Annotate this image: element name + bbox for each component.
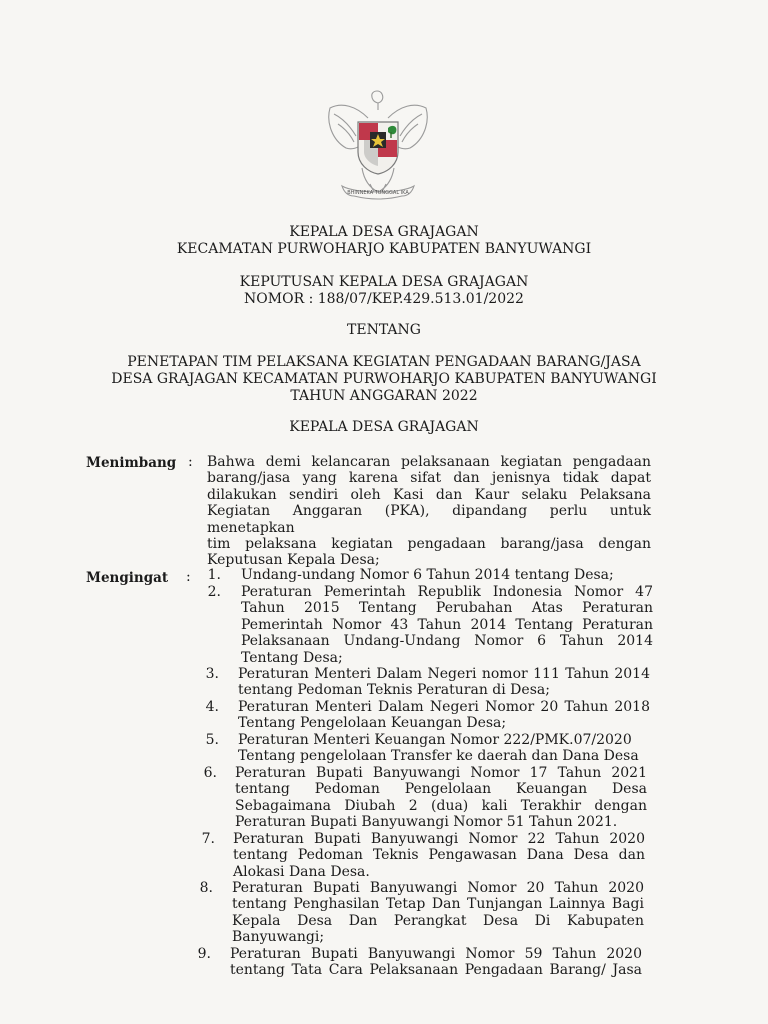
item-line: Peraturan Bupati Banyuwangi Nomor 20 Tahun 2020 bbox=[232, 880, 644, 896]
authority-heading: KEPALA DESA GRAJAGAN bbox=[289, 419, 479, 435]
subject-line-3: TAHUN ANGGARAN 2022 bbox=[290, 388, 478, 404]
item-line: Peraturan Menteri Keuangan Nomor 222/PMK.07/2020 bbox=[238, 732, 632, 748]
item-number: 3. bbox=[205, 666, 219, 682]
menimbang-line: Keputusan Kepala Desa; bbox=[207, 552, 380, 569]
item-line: Tentang Desa; bbox=[241, 649, 343, 666]
item-number: 6. bbox=[203, 765, 217, 781]
item-number: 2. bbox=[207, 584, 221, 600]
decree-heading bbox=[0, 274, 768, 308]
item-line: Alokasi Dana Desa. bbox=[233, 863, 370, 880]
item-line: tentang Penghasilan Tetap Dan Tunjangan Lainnya Bagi bbox=[232, 896, 644, 913]
item-line: tentang Pedoman Teknis Pengawasan Dana Desa dan bbox=[233, 847, 645, 864]
issuer-title: KEPALA DESA GRAJAGAN bbox=[289, 224, 479, 240]
menimbang-line: Kegiatan Anggaran (PKA), dipandang perlu untuk menetapkan bbox=[207, 503, 651, 536]
item-line: Peraturan Bupati Banyuwangi Nomor 59 Tahun 2020 bbox=[230, 946, 642, 962]
menimbang-line: tim pelaksana kegiatan pengadaan barang/jasa dengan bbox=[207, 536, 651, 553]
item-line: Tahun 2015 Tentang Perubahan Atas Peraturan bbox=[241, 600, 653, 617]
item-line: Peraturan Menteri Dalam Negeri nomor 111 Tahun 2014 bbox=[238, 666, 650, 682]
item-line: Pelaksanaan Undang-Undang Nomor 6 Tahun 2014 bbox=[241, 633, 653, 650]
item-line: Undang-undang Nomor 6 Tahun 2014 tentang Desa; bbox=[241, 567, 614, 583]
item-number: 9. bbox=[197, 946, 211, 962]
item-line: Pemerintah Nomor 43 Tahun 2014 Tentang Peraturan bbox=[241, 616, 653, 633]
item-line: Peraturan Menteri Dalam Negeri Nomor 20 Tahun 2018 bbox=[238, 699, 650, 715]
item-line: Kepala Desa Dan Perangkat Desa Di Kabupaten bbox=[232, 912, 644, 929]
item-line: Sebagaimana Diubah 2 (dua) kali Terakhir dengan bbox=[235, 797, 647, 814]
decree-title: KEPUTUSAN KEPALA DESA GRAJAGAN bbox=[239, 274, 529, 290]
issuer-heading bbox=[0, 224, 768, 258]
menimbang-label: Menimbang bbox=[86, 455, 177, 471]
item-line: Peraturan Bupati Banyuwangi Nomor 22 Tahun 2020 bbox=[233, 831, 645, 847]
menimbang-colon: : bbox=[188, 454, 193, 470]
item-line: tentang Pedoman Teknis Peraturan di Desa; bbox=[238, 682, 550, 699]
item-line: Tentang Pengelolaan Keuangan Desa; bbox=[238, 715, 507, 732]
menimbang-paragraph bbox=[207, 454, 651, 569]
mengingat-label: Mengingat bbox=[86, 570, 169, 586]
garuda-emblem-icon bbox=[312, 88, 444, 214]
item-line: tentang Tata Cara Pelaksanaan Pengadaan Barang/ Jasa bbox=[230, 962, 642, 979]
svg-text:BHINNEKA TUNGGAL IKA: BHINNEKA TUNGGAL IKA bbox=[347, 190, 409, 196]
item-line: Peraturan Bupati Banyuwangi Nomor 51 Tahun 2021. bbox=[235, 814, 618, 831]
item-line: Tentang pengelolaan Transfer ke daerah dan Dana Desa bbox=[238, 748, 639, 765]
item-number: 5. bbox=[205, 732, 219, 748]
item-number: 7. bbox=[201, 831, 215, 847]
menimbang-line: dilakukan sendiri oleh Kasi dan Kaur selaku Pelaksana bbox=[207, 486, 651, 503]
menimbang-line: barang/jasa yang karena sifat dan jenisnya tidak dapat bbox=[207, 470, 651, 487]
item-number: 8. bbox=[199, 880, 213, 896]
tentang-label: TENTANG bbox=[347, 322, 421, 338]
item-number: 1. bbox=[207, 567, 221, 583]
item-line: tentang Pedoman Pengelolaan Keuangan Desa bbox=[235, 781, 647, 798]
issuer-region: KECAMATAN PURWOHARJO KABUPATEN BANYUWANGI bbox=[176, 241, 592, 257]
subject-line-2: DESA GRAJAGAN KECAMATAN PURWOHARJO KABUPATEN BANYUWANGI bbox=[111, 371, 657, 387]
item-line: Banyuwangi; bbox=[232, 929, 325, 946]
mengingat-colon: : bbox=[186, 569, 191, 585]
item-number: 4. bbox=[205, 699, 219, 715]
menimbang-line: Bahwa demi kelancaran pelaksanaan kegiatan pengadaan bbox=[207, 454, 651, 470]
decree-subject bbox=[0, 354, 768, 405]
decree-number: NOMOR : 188/07/KEP.429.513.01/2022 bbox=[244, 291, 524, 307]
subject-line-1: PENETAPAN TIM PELAKSANA KEGIATAN PENGADAAN BARANG/JASA bbox=[127, 354, 641, 370]
item-line: Peraturan Bupati Banyuwangi Nomor 17 Tahun 2021 bbox=[235, 765, 647, 781]
item-line: Peraturan Pemerintah Republik Indonesia Nomor 47 bbox=[241, 584, 653, 600]
